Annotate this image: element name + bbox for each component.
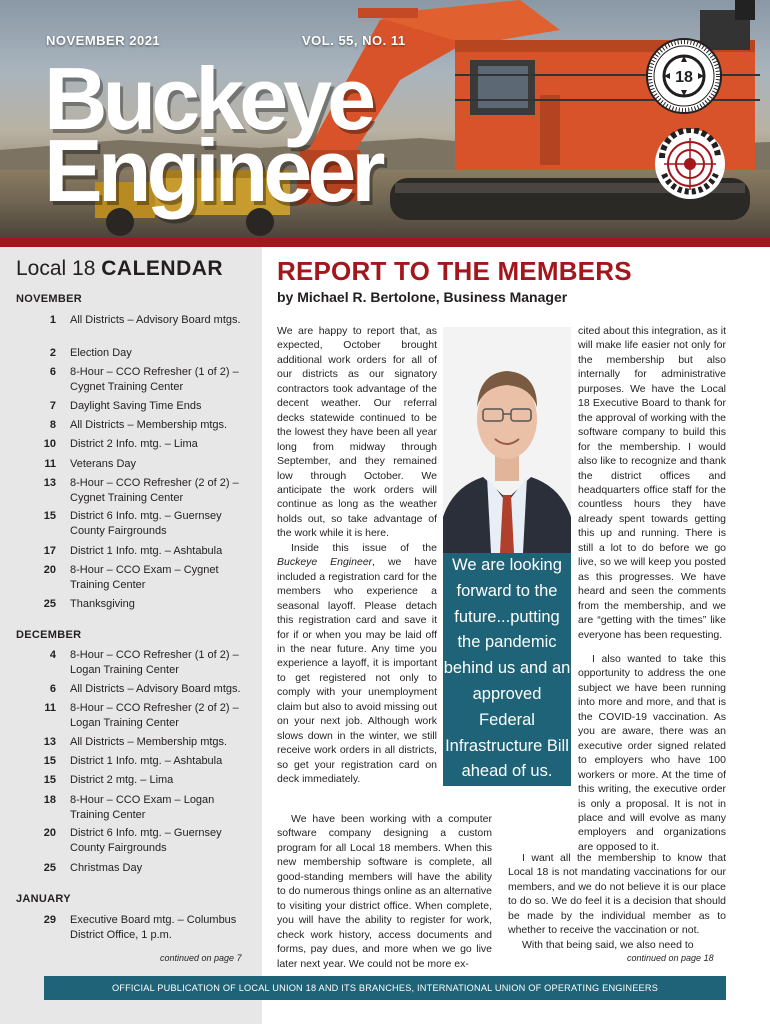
event-day: 17 bbox=[43, 545, 56, 557]
paragraph: I also wanted to take this opportunity to address the one subject we have been running into more and more, and that is the COVID-19 vaccination. As you are aware, there was an executive order signed related to employers who have 100 workers or more. At the time of this writing, the executive order is only a proposal. It is not in place and will evolve as many employers and organizations are opposed to it. bbox=[578, 653, 726, 853]
event-text: District 6 Info. mtg. – Guernsey County Fairgrounds bbox=[70, 510, 222, 537]
publication-name: Buckeye Engineer bbox=[277, 556, 373, 569]
event-day: 11 bbox=[44, 458, 56, 470]
article-continued: continued on page 18 bbox=[627, 953, 714, 963]
paragraph: cited about this integration, as it will make life easier not only for the membership but also internally for administrative purposes. We have the Local 18 Executive Board to thank for the approval of working with the software company to build this for the membership. I would also like to recognize and thank the district offices and headquarters office staff for the countless hours they have already spent towards getting this up and running. There is still a lot to do before we go live, so we will keep you posted as this progresses. We have heard and seen the comments from the membership, and we are “getting with the times” like everyone has been requesting. bbox=[578, 325, 726, 641]
event-text: All Districts – Advisory Board mtgs. bbox=[70, 314, 241, 326]
event-day: 18 bbox=[43, 794, 56, 806]
event-day: 25 bbox=[43, 598, 56, 610]
paragraph: We are happy to report that, as expected, October brought additional work orders for all of our districts as our signatory contractors took advantage of the decent weather. Our referral decks statewide continued to be the lowest they have been all year long from midway through September, and they remained low through October. We anticipate the work orders will continue as long as the weather holds out, so take advantage of the work while it is here. bbox=[277, 325, 437, 540]
event-text: District 6 Info. mtg. – Guernsey County Fairgrounds bbox=[70, 827, 222, 854]
pull-quote-box bbox=[443, 553, 571, 786]
event-day: 15 bbox=[43, 510, 56, 522]
masthead-red-rule bbox=[0, 238, 770, 247]
event-day: 6 bbox=[49, 366, 56, 378]
calendar-title bbox=[16, 257, 223, 281]
event-day: 15 bbox=[43, 774, 56, 786]
issue-volume: VOL. 55, NO. 11 bbox=[302, 33, 406, 48]
calendar-continued: continued on page 7 bbox=[160, 953, 242, 963]
author-photo bbox=[443, 327, 571, 553]
event-text: District 2 Info. mtg. – Lima bbox=[70, 438, 198, 450]
event-day: 1 bbox=[49, 314, 56, 326]
article-column-1-lower bbox=[277, 812, 492, 971]
article-headline: REPORT TO THE MEMBERS bbox=[277, 256, 632, 286]
event-text: Thanksgiving bbox=[70, 598, 135, 610]
article-byline: by Michael R. Bertolone, Business Manager bbox=[277, 289, 568, 305]
event-day: 15 bbox=[43, 755, 56, 767]
event-day: 20 bbox=[43, 564, 56, 576]
calendar-month-november: NOVEMBER bbox=[16, 293, 82, 305]
article-column-3 bbox=[578, 324, 726, 642]
event-day: 10 bbox=[43, 438, 56, 450]
calendar-title-bold: CALENDAR bbox=[101, 257, 224, 280]
calendar-month-january: JANUARY bbox=[16, 893, 71, 905]
masthead-title-line2: Engineer bbox=[44, 121, 381, 220]
event-text: Daylight Saving Time Ends bbox=[70, 400, 202, 412]
event-text: 8-Hour – CCO Refresher (2 of 2) – Cygnet Training Center bbox=[70, 477, 239, 504]
event-day: 25 bbox=[43, 862, 56, 874]
event-day: 2 bbox=[49, 347, 56, 359]
event-text: District 1 Info. mtg. – Ashtabula bbox=[70, 755, 223, 767]
event-day: 4 bbox=[49, 649, 56, 661]
event-day: 20 bbox=[43, 827, 56, 839]
event-text: District 1 Info. mtg. – Ashtabula bbox=[70, 545, 223, 557]
event-text: All Districts – Membership mtgs. bbox=[70, 736, 228, 748]
event-text: 8-Hour – CCO Refresher (1 of 2) – Cygnet Training Center bbox=[70, 366, 239, 393]
event-text: District 2 mtg. – Lima bbox=[70, 774, 174, 786]
event-text: Election Day bbox=[70, 347, 132, 359]
event-text: Veterans Day bbox=[70, 458, 137, 470]
local-18-seal-icon bbox=[646, 38, 722, 114]
seal-number: 18 bbox=[675, 69, 693, 86]
paragraph: We have been working with a computer software company designing a custom program for all Local 18 members. When this new membership software is complete, all good-standing members will have the ability to do numerous things online as an alternative to visiting your district office. When complete, you will have the ability to register for work, check work history, access documents and forms, pay dues, and more when we go live later next year. We could not be more ex- bbox=[277, 813, 492, 970]
event-text: Executive Board mtg. – Columbus District Office, 1 p.m. bbox=[70, 914, 237, 941]
event-text: Christmas Day bbox=[70, 862, 143, 874]
issue-date: NOVEMBER 2021 bbox=[46, 33, 161, 48]
article-column-3-lower bbox=[508, 812, 726, 952]
safety-badge-icon bbox=[654, 128, 726, 200]
event-day: 11 bbox=[44, 702, 56, 714]
event-day: 29 bbox=[43, 914, 56, 926]
footer-banner: OFFICIAL PUBLICATION OF LOCAL UNION 18 AND ITS BRANCHES, INTERNATIONAL UNION OF OPERATING ENGINEERS bbox=[44, 976, 726, 1000]
event-day: 7 bbox=[49, 400, 56, 412]
text-span: , we have included a registration card for the members who experience a seasonal layoff. Please detach this registration card and save it for if or when you may be laid off in the near future. Any time you experience a layoff, it is important to get registered not only to comply with your unemployment claim but also to avoid missing out on your next job. Although work slows down in the winter, we still receive work orders in all districts, so get your registration card on deck immediately. bbox=[277, 556, 437, 786]
portrait-image bbox=[443, 327, 571, 553]
event-day: 13 bbox=[43, 736, 56, 748]
text-span: Inside this issue of the bbox=[291, 541, 437, 554]
pull-quote-text: We are looking forward to the future...putting the pandemic behind us and an approved Federal Infrastructure Bill ahead of us. bbox=[443, 556, 571, 781]
calendar-month-december: DECEMBER bbox=[16, 629, 82, 641]
article-column-1 bbox=[277, 324, 437, 787]
event-text: All Districts – Advisory Board mtgs. bbox=[70, 683, 241, 695]
event-text: All Districts – Membership mtgs. bbox=[70, 419, 228, 431]
paragraph bbox=[277, 541, 437, 787]
calendar-title-light: Local 18 bbox=[16, 257, 96, 280]
event-text: 8-Hour – CCO Refresher (2 of 2) – Logan Training Center bbox=[70, 702, 239, 729]
event-day: 6 bbox=[49, 683, 56, 695]
masthead-title-line1: Buckeye bbox=[44, 49, 372, 148]
event-day: 8 bbox=[49, 419, 56, 431]
event-text: 8-Hour – CCO Refresher (1 of 2) – Logan Training Center bbox=[70, 649, 239, 676]
masthead bbox=[0, 0, 770, 238]
event-text: 8-Hour – CCO Exam – Cygnet Training Center bbox=[70, 564, 219, 591]
paragraph: I want all the membership to know that Local 18 is not mandating vaccinations for our members, and we do not believe it is our place to do so. We do feel it is a decision that should be made by the individual member as to whether to receive the vaccination or not. bbox=[508, 852, 726, 937]
event-day: 13 bbox=[43, 477, 56, 489]
event-text: 8-Hour – CCO Exam – Logan Training Center bbox=[70, 794, 215, 821]
paragraph: With that being said, we also need to bbox=[522, 938, 694, 951]
